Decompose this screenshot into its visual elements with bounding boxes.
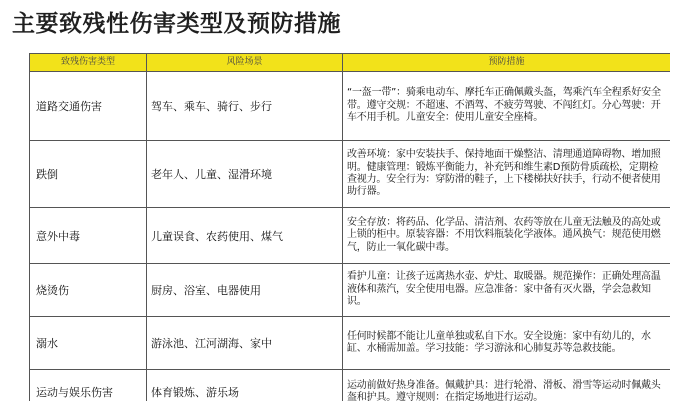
table-row — [30, 317, 671, 370]
cell-injury-type: 意外中毒 — [30, 208, 147, 264]
cell-risk-scene: 驾车、乘车、骑行、步行 — [147, 72, 343, 141]
cell-prevention-measures: 运动前做好热身准备。佩戴护具：进行轮滑、滑板、滑雪等运动时佩戴头盔和护具。遵守规则：在指定场地进行运动。 — [343, 370, 671, 401]
page-title: 主要致残性伤害类型及预防措施 — [12, 11, 341, 37]
cell-risk-scene: 体育锻炼、游乐场 — [147, 370, 343, 401]
cell-injury-type: 跌倒 — [30, 141, 147, 208]
cell-prevention-measures: 安全存放：将药品、化学品、清洁剂、农药等放在儿童无法触及的高处或上锁的柜中。原装容器：不用饮料瓶装化学液体。通风换气：规范使用燃气，防止一氧化碳中毒。 — [343, 208, 671, 264]
cell-prevention-measures: “一盔一带”：骑乘电动车、摩托车正确佩戴头盔，驾乘汽车全程系好安全带。遵守交规：不超速、不酒驾、不疲劳驾驶、不闯红灯。分心驾驶：开车不用手机。儿童安全：使用儿童安全座椅。 — [343, 72, 671, 141]
table-row — [30, 208, 671, 264]
table-header-row — [30, 54, 671, 72]
cell-risk-scene: 游泳池、江河湖海、家中 — [147, 317, 343, 370]
cell-prevention-measures: 看护儿童：让孩子远离热水壶、炉灶、取暖器。规范操作：正确处理高温液体和蒸汽，安全使用电器。应急准备：家中备有灭火器，学会急救知识。 — [343, 264, 671, 317]
injury-prevention-table — [29, 53, 670, 401]
cell-injury-type: 运动与娱乐伤害 — [30, 370, 147, 401]
table-row — [30, 72, 671, 141]
cell-risk-scene: 老年人、儿童、湿滑环境 — [147, 141, 343, 208]
cell-injury-type: 烧烫伤 — [30, 264, 147, 317]
cell-prevention-measures: 改善环境：家中安装扶手、保持地面干燥整洁、清理通道障碍物、增加照明。健康管理：锻炼平衡能力，补充钙和维生素D预防骨质疏松，定期检查视力。安全行为：穿防滑的鞋子，上下楼梯扶好扶手，行动不便者使用助行器。 — [343, 141, 671, 208]
cell-risk-scene: 厨房、浴室、电器使用 — [147, 264, 343, 317]
table-row — [30, 264, 671, 317]
header-prevention-measures: 预防措施 — [343, 54, 671, 72]
cell-prevention-measures: 任何时候都不能让儿童单独或私自下水。安全设施：家中有幼儿的，水缸、水桶需加盖。学习技能：学习游泳和心肺复苏等急救技能。 — [343, 317, 671, 370]
cell-risk-scene: 儿童误食、农药使用、煤气 — [147, 208, 343, 264]
table-row — [30, 370, 671, 401]
header-risk-scene: 风险场景 — [147, 54, 343, 72]
header-injury-type: 致残伤害类型 — [30, 54, 147, 72]
table-row — [30, 141, 671, 208]
cell-injury-type: 溺水 — [30, 317, 147, 370]
cell-injury-type: 道路交通伤害 — [30, 72, 147, 141]
table-viewport — [29, 53, 670, 401]
